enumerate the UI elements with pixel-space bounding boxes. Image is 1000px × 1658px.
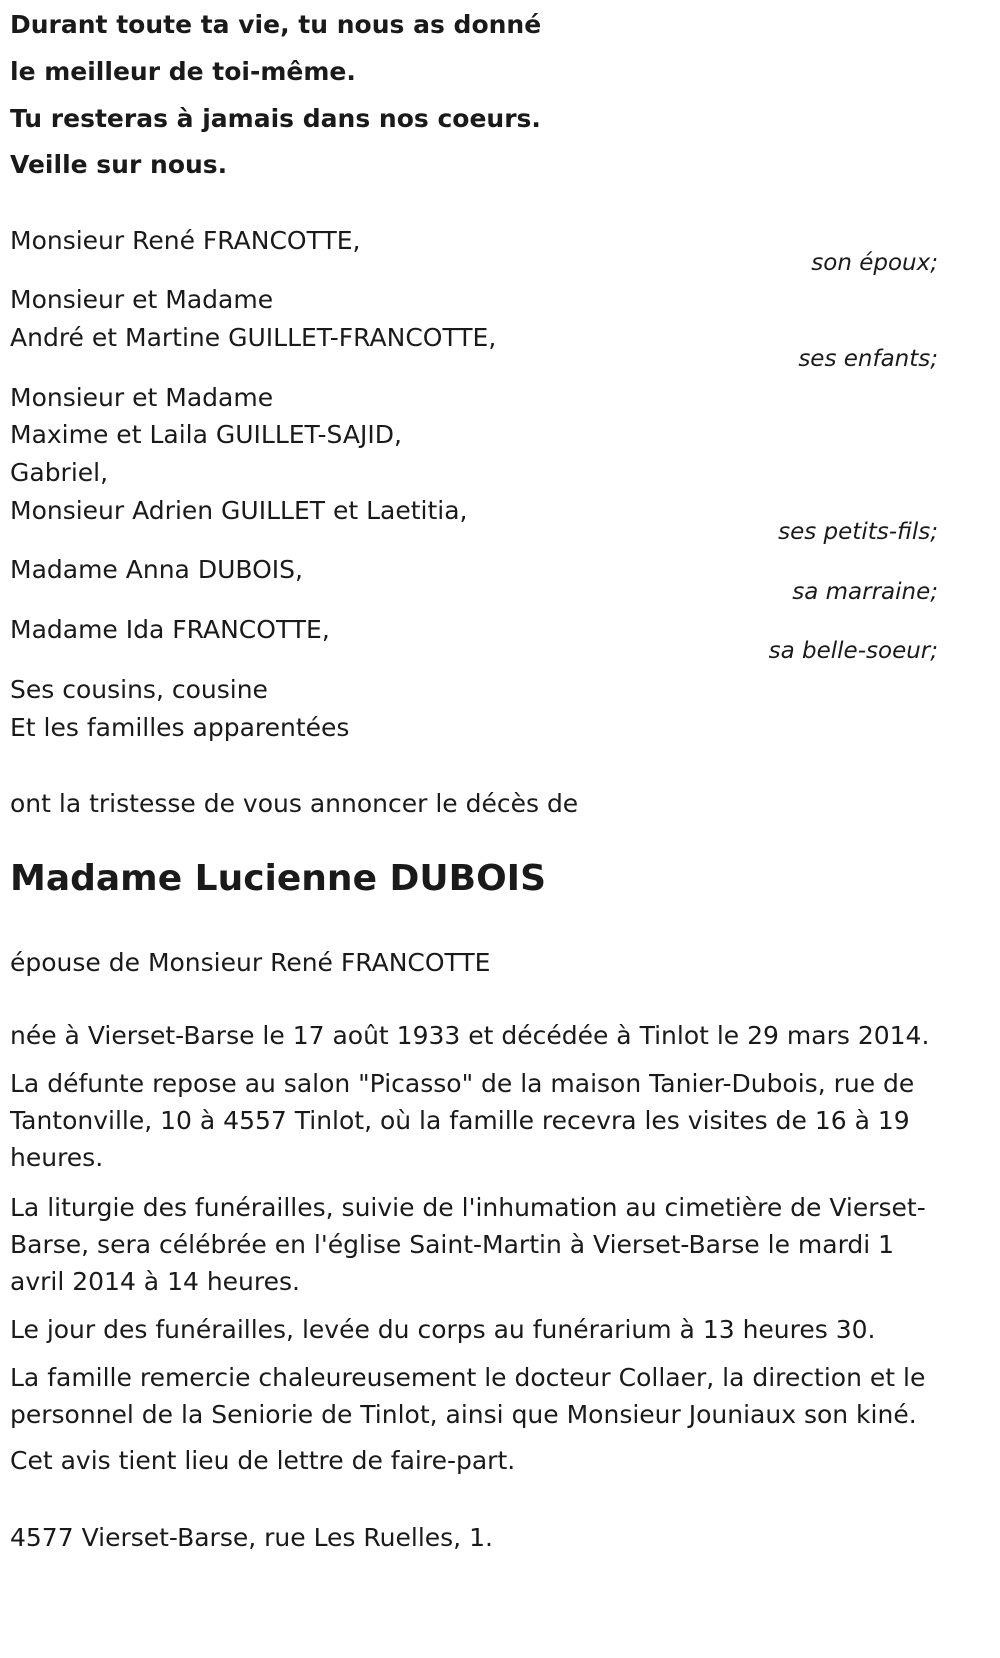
poem-line: Durant toute ta vie, tu nous as donné [10,10,542,39]
relation-label: son époux; [811,250,938,276]
relation-label: ses enfants; [798,346,938,372]
notice-paragraph: Cet avis tient lieu de lettre de faire-part. [10,1446,516,1475]
poem-line: Tu resteras à jamais dans nos coeurs. [10,104,541,133]
procession-paragraph: Le jour des funérailles, levée du corps au funérarium à 13 heures 30. [10,1315,876,1344]
poem-line: le meilleur de toi-même. [10,57,356,86]
relative-name: Monsieur René FRANCOTTE, [10,226,361,255]
relative-name: Ses cousins, cousine [10,675,268,704]
relative-name: Madame Anna DUBOIS, [10,555,303,584]
relation-label: sa belle-soeur; [768,638,938,664]
deceased-name: Madame Lucienne DUBOIS [10,858,546,899]
relative-name: Maxime et Laila GUILLET-SAJID, [10,420,402,449]
relative-name: Monsieur et Madame [10,383,274,412]
birth-death-paragraph: née à Vierset-Barse le 17 août 1933 et décédée à Tinlot le 29 mars 2014. [10,1021,930,1050]
poem-line: Veille sur nous. [10,150,228,179]
relative-name: Madame Ida FRANCOTTE, [10,615,330,644]
spouse-line: épouse de Monsieur René FRANCOTTE [10,948,491,977]
relative-name: Monsieur et Madame [10,285,274,314]
visitation-paragraph: La défunte repose au salon "Picasso" de la maison Tanier-Dubois, rue de Tantonville, 10 à 4557 Tinlot, où la famille recevra les visites de 16 à 19 heures. [10,1069,915,1172]
relative-name: André et Martine GUILLET-FRANCOTTE, [10,323,497,352]
relative-name: Gabriel, [10,458,109,487]
relation-label: sa marraine; [792,579,938,605]
address-line: 4577 Vierset-Barse, rue Les Ruelles, 1. [10,1523,493,1552]
relation-label: ses petits-fils; [778,519,938,545]
thanks-paragraph: La famille remercie chaleureusement le docteur Collaer, la direction et le personnel de la Seniorie de Tinlot, ainsi que Monsieur Jouniaux son kiné. [10,1363,926,1429]
funeral-paragraph: La liturgie des funérailles, suivie de l'inhumation au cimetière de Vierset-Barse, sera célébrée en l'église Saint-Martin à Vierset-Barse le mardi 1 avril 2014 à 14 heures. [10,1193,926,1296]
relative-name: Et les familles apparentées [10,713,350,742]
relative-name: Monsieur Adrien GUILLET et Laetitia, [10,496,468,525]
announcement-text: ont la tristesse de vous annoncer le décès de [10,789,579,818]
